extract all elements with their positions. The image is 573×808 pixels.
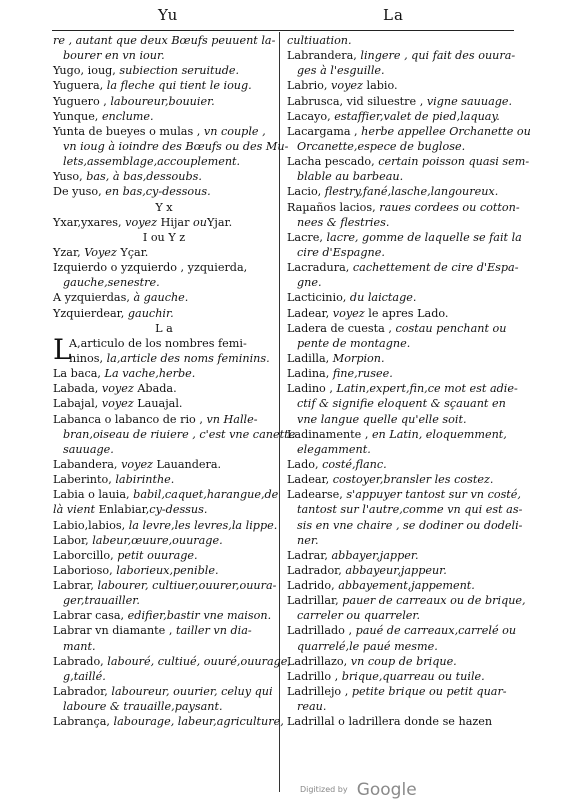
entry-line <box>53 457 275 472</box>
entry-line <box>53 48 275 63</box>
headword-text: Labio,labios, <box>53 518 129 532</box>
headword-text: Yçar. <box>116 245 149 259</box>
headword-text: Laberinto, <box>53 473 116 487</box>
entry-line <box>53 184 275 199</box>
entry-line <box>287 381 518 396</box>
headword-text: Labor, <box>53 533 93 547</box>
headword-text: De yuso, <box>53 185 106 199</box>
entry-line <box>287 94 511 109</box>
definition-text: lacre, gomme de laquelle se fait la <box>326 230 522 244</box>
entry-line <box>53 63 275 78</box>
headword-text: Lauajal. <box>133 397 183 411</box>
entry-line <box>53 139 289 154</box>
headword-text: Yugo, ioug, <box>53 64 120 78</box>
headword-text: Ladrillar, <box>287 594 343 608</box>
definition-text: du laictage. <box>349 291 417 305</box>
headword-text: Labrandera, <box>287 49 361 63</box>
definition-text: flestry,fané,lasche,langoureux. <box>324 185 499 199</box>
definition-text: cachettement de cire d'Espa- <box>352 261 519 275</box>
running-head-right: La <box>383 6 404 24</box>
definition-text: subiection seruitude. <box>119 64 240 78</box>
definition-text: vn couple , <box>203 124 266 138</box>
entry-line <box>287 169 511 184</box>
definition-text: laboureur, ouurier, celuy qui <box>111 685 273 699</box>
definition-text: ou <box>193 215 207 229</box>
headword-text: Labrusca, vid siluestre , <box>287 94 427 108</box>
entry-line <box>287 684 511 699</box>
headword-text: Raµaños lacios, <box>287 200 380 214</box>
definition-text: ges à l'esguille. <box>297 64 385 78</box>
headword-text: Lauandera. <box>152 457 222 471</box>
entry-line <box>53 78 275 93</box>
definition-text: petite brique ou petit quar- <box>351 685 507 699</box>
headword-text: Ladinamente , <box>287 427 372 441</box>
headword-text: Ladrillazo, <box>287 654 351 668</box>
definition-text: Voyez <box>84 245 117 259</box>
definition-text: lets,assemblage,accouplement. <box>63 155 241 169</box>
headword-text: La baca, <box>53 367 105 381</box>
headword-text: Labrança, <box>53 715 114 729</box>
headword-text: Yuguera, <box>53 79 107 93</box>
definition-text: sauuage. <box>63 442 114 456</box>
definition-text: bourer en vn iour. <box>63 49 165 63</box>
entry-line <box>53 487 279 502</box>
definition-text: bas, à bas,dessoubs. <box>86 170 202 184</box>
entry-line <box>53 94 275 109</box>
entry-line <box>53 275 275 290</box>
definition-text: labourage, labeur,agriculture, <box>113 715 284 729</box>
definition-text: petit ouurage. <box>117 548 198 562</box>
headword-text: Lacticinio, <box>287 291 350 305</box>
headword-text: Lacayo, <box>287 109 335 123</box>
entry-line <box>287 502 523 517</box>
headword-text: Labandera, <box>53 457 122 471</box>
headword-text: Enlabiar, <box>95 503 150 517</box>
definition-text: la,article des noms feminins. <box>106 351 270 365</box>
definition-text: tailler vn dia- <box>175 624 252 638</box>
entry-line <box>287 487 521 502</box>
definition-text: la levre,les levres,la lippe. <box>128 518 278 532</box>
definition-text: vn coup de brique. <box>350 654 457 668</box>
definition-text: abbayement,jappement. <box>338 579 475 593</box>
definition-text: laborieux,penible. <box>116 563 219 577</box>
entry-line <box>287 578 511 593</box>
headword-text: Lacradura, <box>287 261 353 275</box>
entry-line <box>287 366 511 381</box>
entry-line <box>53 714 284 729</box>
definition-text: La vache,herbe. <box>104 367 196 381</box>
entry-line <box>287 215 511 230</box>
drop-cap-letter: L <box>53 332 72 366</box>
definition-text: Morpion. <box>332 351 385 365</box>
headword-text: Lacio, <box>287 185 325 199</box>
headword-text: Ladear, <box>287 473 333 487</box>
definition-text: labourer, cultiuer,ouurer,ouura- <box>97 579 277 593</box>
definition-text: costau penchant ou <box>395 321 507 335</box>
entry-line <box>287 48 516 63</box>
entry-line <box>287 184 511 199</box>
entry-line <box>287 563 511 578</box>
entry-line <box>53 396 275 411</box>
definition-text: s'appuyer tantost sur vn costé, <box>346 488 521 502</box>
entry-line <box>53 245 275 260</box>
headword-text: A yzquierdas, <box>53 291 134 305</box>
section-heading <box>53 200 275 215</box>
headword-text: Ladrar, <box>287 548 332 562</box>
headword-text: Labrar vn diamante , <box>53 624 176 638</box>
entry-line <box>53 502 275 517</box>
headword-text: Labrador, <box>53 685 112 699</box>
headword-text: Ladera de cuesta , <box>287 321 396 335</box>
headword-text: Labrar, <box>53 579 98 593</box>
entry-line <box>287 200 520 215</box>
headword-text: Ladilla, <box>287 351 333 365</box>
definition-text: ner. <box>297 533 319 547</box>
entry-line <box>53 623 275 638</box>
definition-text: abbayer,japper. <box>331 548 419 562</box>
headword-text: Izquierdo o yzquierdo , yzquierda, <box>53 261 248 275</box>
definition-text: sis en vne chaire , se dodiner ou dodeli- <box>297 518 523 532</box>
headword-text: Lacha pescado, <box>287 155 379 169</box>
definition-text: cy-dessus. <box>149 503 208 517</box>
headword-text: Labrio, <box>287 79 332 93</box>
definition-text: mant. <box>63 639 96 653</box>
headword-text: Ladrador, <box>287 563 346 577</box>
entry-line <box>287 321 511 336</box>
header-rule <box>52 30 514 31</box>
entry-line <box>287 442 511 457</box>
entry-line <box>287 654 511 669</box>
entry-line <box>287 457 511 472</box>
definition-text: reau. <box>297 700 327 714</box>
definition-text: vn ioug à ioindre des Bœufs ou des Mu- <box>63 139 289 153</box>
left-column <box>53 33 296 729</box>
section-heading <box>53 321 275 336</box>
headword-text: ninos, <box>69 351 107 365</box>
right-column <box>287 33 531 729</box>
headword-text: Ladear, <box>287 306 333 320</box>
headword-text: Labia o lauia, <box>53 488 134 502</box>
definition-text: herbe appellee Orchanette ou <box>361 124 531 138</box>
entry-line <box>287 593 526 608</box>
entry-line <box>53 154 275 169</box>
entry-line <box>287 260 519 275</box>
headword-text: Laborcillo, <box>53 548 118 562</box>
definition-text: en bas,cy-dessous. <box>105 185 211 199</box>
definition-text: abbayeur,jappeur. <box>345 563 447 577</box>
headword-text: Labrado, <box>53 654 108 668</box>
definition-text: estaffier,valet de pied,laquay. <box>334 109 500 123</box>
entry-line <box>53 427 296 442</box>
entry-line <box>287 33 511 48</box>
headword-text: le apres Lado. <box>364 306 449 320</box>
definition-text: là vient <box>53 503 96 517</box>
entry-line <box>53 684 275 699</box>
entry-line <box>287 608 511 623</box>
headword-text: Abada. <box>133 382 177 396</box>
headword-text: Y x <box>155 200 173 214</box>
definition-text: ctif & signifie eloquent & sçauant en <box>297 397 506 411</box>
definition-text: certain poisson quasi sem- <box>378 155 530 169</box>
digitized-watermark <box>300 779 480 800</box>
entry-line <box>287 639 511 654</box>
definition-text: gne. <box>297 276 322 290</box>
definition-text: la fleche qui tient le ioug. <box>106 79 252 93</box>
entry-line <box>287 472 511 487</box>
headword-text: Yunta de bueyes o mulas , <box>53 124 204 138</box>
entry-line <box>53 563 275 578</box>
definition-text: pauer de carreaux ou de brique, <box>342 594 526 608</box>
headword-text: Hijar <box>157 215 194 229</box>
entry-line <box>287 714 511 729</box>
entry-line <box>53 442 275 457</box>
headword-text: Ladino , <box>287 382 337 396</box>
entry-line <box>287 623 517 638</box>
entry-line <box>287 427 511 442</box>
definition-text: bran,oiseau de riuiere , c'est vne canette <box>63 427 296 441</box>
entry-line <box>53 472 275 487</box>
entry-line <box>287 154 530 169</box>
definition-text: voyez <box>101 397 134 411</box>
entry-line <box>287 533 511 548</box>
definition-text: lingere , qui fait des ouura- <box>360 49 516 63</box>
headword-text: Yxar,yxares, <box>53 215 126 229</box>
definition-text: gauchir. <box>127 306 174 320</box>
definition-text: edifier,bastir vne maison. <box>127 609 272 623</box>
definition-text: carreler ou quarreler. <box>297 609 421 623</box>
entry-line <box>53 578 275 593</box>
entry-line <box>287 699 511 714</box>
entry-line <box>287 109 511 124</box>
entry-line <box>287 245 511 260</box>
entry-line <box>287 351 511 366</box>
definition-text: gauche,senestre. <box>63 276 160 290</box>
entry-line <box>53 109 275 124</box>
entry-line <box>53 608 275 623</box>
entry-line <box>287 669 511 684</box>
definition-text: Orcanette,espece de buglose. <box>297 139 466 153</box>
headword-text: Ladina, <box>287 367 333 381</box>
headword-text: Yunque, <box>53 109 102 123</box>
definition-text: raues cordees ou cotton- <box>379 200 520 214</box>
entry-line <box>53 381 275 396</box>
definition-text: en Latin, eloquemment, <box>371 427 507 441</box>
headword-text: Ladearse, <box>287 488 347 502</box>
definition-text: cultiuation. <box>287 34 352 47</box>
definition-text: vne langue quelle qu'elle soit. <box>297 412 467 426</box>
definition-text: quarrelé,le paué mesme. <box>297 639 438 653</box>
definition-text: laboureur,bouuier. <box>110 94 215 108</box>
headword-text: Yzar, <box>53 245 85 259</box>
definition-text: pente de montagne. <box>297 336 411 350</box>
headword-text: Yuso, <box>53 170 87 184</box>
definition-text: labouré, cultiué, ouuré,ouurage, <box>107 654 291 668</box>
headword-text: Yuguero , <box>53 94 111 108</box>
entry-line <box>53 654 291 669</box>
entry-line <box>53 260 275 275</box>
headword-text: Ladrillo , <box>287 669 342 683</box>
entry-line <box>53 593 275 608</box>
entry-line <box>53 33 275 48</box>
entry-line <box>287 518 523 533</box>
entry-line <box>53 639 275 654</box>
definition-text: voyez <box>331 79 363 93</box>
headword-text: Lado, <box>287 457 323 471</box>
entry-line <box>287 396 511 411</box>
entry-line <box>53 412 275 427</box>
definition-text: voyez <box>125 215 158 229</box>
definition-text: Latin,expert,fin,ce mot est adie- <box>336 382 518 396</box>
headword-text: Ladrillado , <box>287 624 356 638</box>
entry-line <box>287 275 511 290</box>
entry-line <box>287 78 511 93</box>
definition-text: vn Halle- <box>206 412 258 426</box>
definition-text: re , autant que deux Bœufs peuuent la- <box>53 34 276 47</box>
headword-text: Labrar casa, <box>53 609 128 623</box>
headword-text: Lacargama , <box>287 124 362 138</box>
entry-line <box>53 533 275 548</box>
entry-line <box>287 290 511 305</box>
entry-line <box>287 336 511 351</box>
definition-text: laboure & trauaille,paysant. <box>63 700 223 714</box>
headword-text: Labanca o labanco de rio , <box>53 412 207 426</box>
definition-text: brique,quarreau ou tuile. <box>341 669 485 683</box>
entry-line <box>53 669 275 684</box>
definition-text: voyez <box>332 306 365 320</box>
headword-text: Ladrillal o ladrillera donde se hazen <box>287 715 493 729</box>
definition-text: costoyer,bransler les costez. <box>332 473 494 487</box>
headword-text: I ou Y z <box>142 230 186 244</box>
entry-line <box>53 351 275 366</box>
headword-text: Ladrido, <box>287 579 339 593</box>
entry-line <box>287 548 511 563</box>
entry-line <box>53 366 275 381</box>
definition-text: ger,trauailler. <box>63 594 140 608</box>
entry-line <box>287 306 511 321</box>
definition-text: babil,caquet,harangue,de <box>133 488 279 502</box>
entry-line <box>287 412 511 427</box>
entry-line <box>287 230 522 245</box>
entry-line <box>53 518 278 533</box>
entry-line <box>53 215 275 230</box>
definition-text: cire d'Espagne. <box>297 245 385 259</box>
headword-text: labio. <box>362 79 398 93</box>
headword-text: Ladrillejo , <box>287 685 352 699</box>
definition-text: paué de carreaux,carrelé ou <box>355 624 517 638</box>
section-heading <box>53 230 275 245</box>
headword-text: Yjar. <box>206 215 233 229</box>
definition-text: tantost sur l'autre,comme vn qui est as- <box>297 503 523 517</box>
definition-text: labirinthe. <box>115 473 175 487</box>
entry-line <box>53 548 275 563</box>
headword-text: Labada, <box>53 382 102 396</box>
headword-text: Labajal, <box>53 397 102 411</box>
entry-line <box>53 306 275 321</box>
definition-text: g,taillé. <box>63 669 106 683</box>
definition-text: costé,flanc. <box>322 457 387 471</box>
entry-line <box>53 699 275 714</box>
definition-text: vigne sauuage. <box>426 94 513 108</box>
entry-line <box>287 139 511 154</box>
headword-text: Yzquierdear, <box>53 306 128 320</box>
entry-line <box>53 169 275 184</box>
definition-text: voyez <box>101 382 134 396</box>
definition-text: labeur,œuure,ouurage. <box>92 533 223 547</box>
entry-line <box>287 124 531 139</box>
definition-text: nees & flestries. <box>297 215 390 229</box>
definition-text: blable au barbeau. <box>297 170 404 184</box>
definition-text: voyez <box>121 457 153 471</box>
entry-line <box>53 124 275 139</box>
digitized-label: Digitized by <box>300 785 348 794</box>
definition-text: fine,rusee. <box>332 367 393 381</box>
definition-text: à gauche. <box>133 291 189 305</box>
entry-line <box>53 290 275 305</box>
definition-text: enclume. <box>101 109 154 123</box>
headword-text: L a <box>155 321 173 335</box>
headword-text: A,articulo de los nombres femi- <box>69 336 247 350</box>
running-head-left: Yu <box>158 6 179 24</box>
entry-line <box>287 63 511 78</box>
headword-text: Lacre, <box>287 230 327 244</box>
google-logo: Google <box>356 779 417 800</box>
headword-text: Laborioso, <box>53 563 117 577</box>
definition-text: elegamment. <box>297 442 371 456</box>
